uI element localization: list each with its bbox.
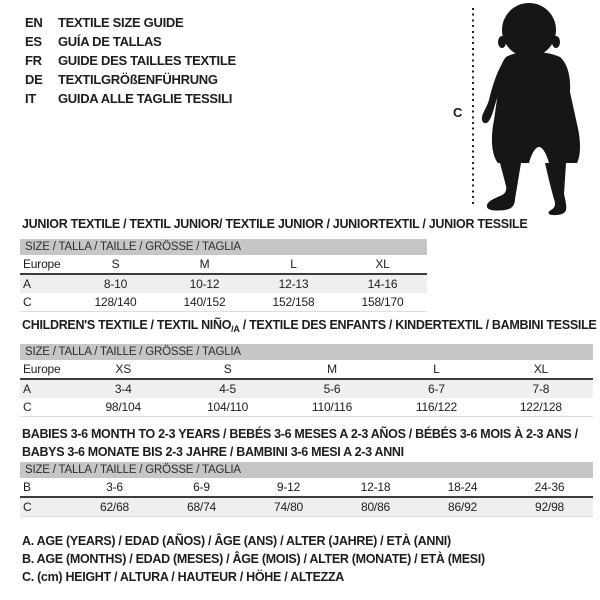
- table-cell: 80/86: [360, 500, 391, 514]
- table-row: [20, 398, 593, 416]
- table-cell: 62/68: [99, 500, 130, 514]
- table-row: [20, 275, 427, 293]
- table-row: [20, 293, 427, 311]
- row-label: A: [23, 277, 31, 291]
- table-row: [20, 360, 593, 380]
- table-cell: 110/116: [311, 400, 353, 414]
- footnote-height-cm: C. (cm) HEIGHT / ALTURA / HAUTEUR / HÖHE / ALTEZZA: [22, 570, 345, 584]
- table-cell: 104/110: [207, 400, 249, 414]
- language-code: ES: [25, 34, 42, 49]
- row-label: C: [23, 500, 32, 514]
- junior-size-table: [20, 239, 427, 312]
- language-row: [25, 13, 236, 32]
- height-measure-dotted-line: [472, 8, 474, 206]
- table-cell: 152/158: [272, 295, 315, 309]
- language-label: TEXTILGRÖßENFÜHRUNG: [58, 72, 218, 87]
- language-label: TEXTILE SIZE GUIDE: [58, 15, 184, 30]
- row-label: Europe: [23, 362, 61, 376]
- child-silhouette-icon: [478, 3, 598, 218]
- table-cell: 9-12: [276, 480, 301, 494]
- table-cell: 4-5: [219, 382, 236, 396]
- language-label: GUIDE DES TAILLES TEXTILE: [58, 53, 236, 68]
- row-label: B: [23, 480, 31, 494]
- table-cell: 122/128: [519, 400, 562, 414]
- language-code: EN: [25, 15, 43, 30]
- language-label: GUIDA ALLE TAGLIE TESSILI: [58, 91, 233, 106]
- table-cell: 92/98: [534, 500, 565, 514]
- language-code: FR: [25, 53, 42, 68]
- table-cell: 158/170: [361, 295, 404, 309]
- table-cell: 3-6: [106, 480, 123, 494]
- babies-section-title-line2: BABYS 3-6 MONATE BIS 2-3 JAHRE / BAMBINI 3-6 MESI A 2-3 ANNI: [22, 445, 404, 459]
- column-header: L: [433, 362, 440, 376]
- table-row: [20, 380, 593, 398]
- table-cell: 128/140: [94, 295, 137, 309]
- column-header: L: [290, 257, 297, 271]
- column-header: M: [199, 257, 210, 271]
- table-cell: 6-7: [428, 382, 445, 396]
- language-row: [25, 51, 236, 70]
- children-section-title: [22, 318, 596, 334]
- size-header-bar: SIZE / TALLA / TAILLE / GRÖSSE / TAGLIA: [20, 462, 593, 478]
- language-row: [25, 89, 236, 108]
- table-cell: 140/152: [183, 295, 226, 309]
- table-cell: 10-12: [189, 277, 220, 291]
- column-header: XL: [533, 362, 548, 376]
- size-header-bar: SIZE / TALLA / TAILLE / GRÖSSE / TAGLIA: [20, 344, 593, 360]
- children-size-table: [20, 344, 593, 417]
- table-cell: 5-6: [323, 382, 341, 396]
- babies-size-table: [20, 462, 593, 517]
- table-cell: 68/74: [186, 500, 217, 514]
- language-code: DE: [25, 72, 43, 87]
- height-measure-label: C: [453, 105, 463, 120]
- table-cell: 3-4: [114, 382, 132, 396]
- table-cell: 8-10: [103, 277, 128, 291]
- children-title-sub: /A: [231, 324, 240, 334]
- table-cell: 98/104: [105, 400, 141, 414]
- table-cell: 86/92: [447, 500, 478, 514]
- column-header: XL: [375, 257, 390, 271]
- language-row: [25, 70, 236, 89]
- column-header: XS: [115, 362, 131, 376]
- column-header: S: [111, 257, 120, 271]
- table-cell: 12-13: [278, 277, 309, 291]
- table-row: [20, 498, 593, 516]
- children-title-post: / TEXTILE DES ENFANTS / KINDERTEXTIL / BAMBINI TESSILE: [239, 318, 597, 332]
- language-title-list: [25, 13, 236, 108]
- language-label: GUÍA DE TALLAS: [58, 34, 162, 49]
- babies-section-title-line1: BABIES 3-6 MONTH TO 2-3 YEARS / BEBÉS 3-6 MESES A 2-3 AÑOS / BÉBÉS 3-6 MOIS À 2-3 ANS /: [22, 427, 578, 441]
- table-cell: 12-18: [360, 480, 391, 494]
- table-cell: 116/122: [415, 400, 457, 414]
- footnote-age-years: A. AGE (YEARS) / EDAD (AÑOS) / ÂGE (ANS) / ALTER (JAHRE) / ETÀ (ANNI): [22, 534, 451, 548]
- table-cell: 24-36: [534, 480, 565, 494]
- table-cell: 74/80: [273, 500, 304, 514]
- child-silhouette-figure: [478, 3, 598, 218]
- language-code: IT: [25, 91, 36, 106]
- size-header-bar: SIZE / TALLA / TAILLE / GRÖSSE / TAGLIA: [20, 239, 427, 255]
- table-row: [20, 478, 593, 498]
- column-header: S: [223, 362, 232, 376]
- children-title-pre: CHILDREN'S TEXTILE / TEXTIL NIÑO: [22, 318, 232, 332]
- row-label: C: [23, 400, 32, 414]
- row-label: C: [23, 295, 32, 309]
- row-label: Europe: [23, 257, 61, 271]
- table-cell: 6-9: [193, 480, 210, 494]
- table-cell: 7-8: [532, 382, 550, 396]
- column-header: M: [327, 362, 337, 376]
- junior-section-title: JUNIOR TEXTILE / TEXTIL JUNIOR/ TEXTILE JUNIOR / JUNIORTEXTIL / JUNIOR TESSILE: [22, 217, 528, 231]
- language-row: [25, 32, 236, 51]
- table-row: [20, 255, 427, 275]
- table-cell: 14-16: [367, 277, 398, 291]
- footnote-age-months: B. AGE (MONTHS) / EDAD (MESES) / ÂGE (MOIS) / ALTER (MONATE) / ETÀ (MESI): [22, 552, 485, 566]
- row-label: A: [23, 382, 31, 396]
- table-cell: 18-24: [447, 480, 478, 494]
